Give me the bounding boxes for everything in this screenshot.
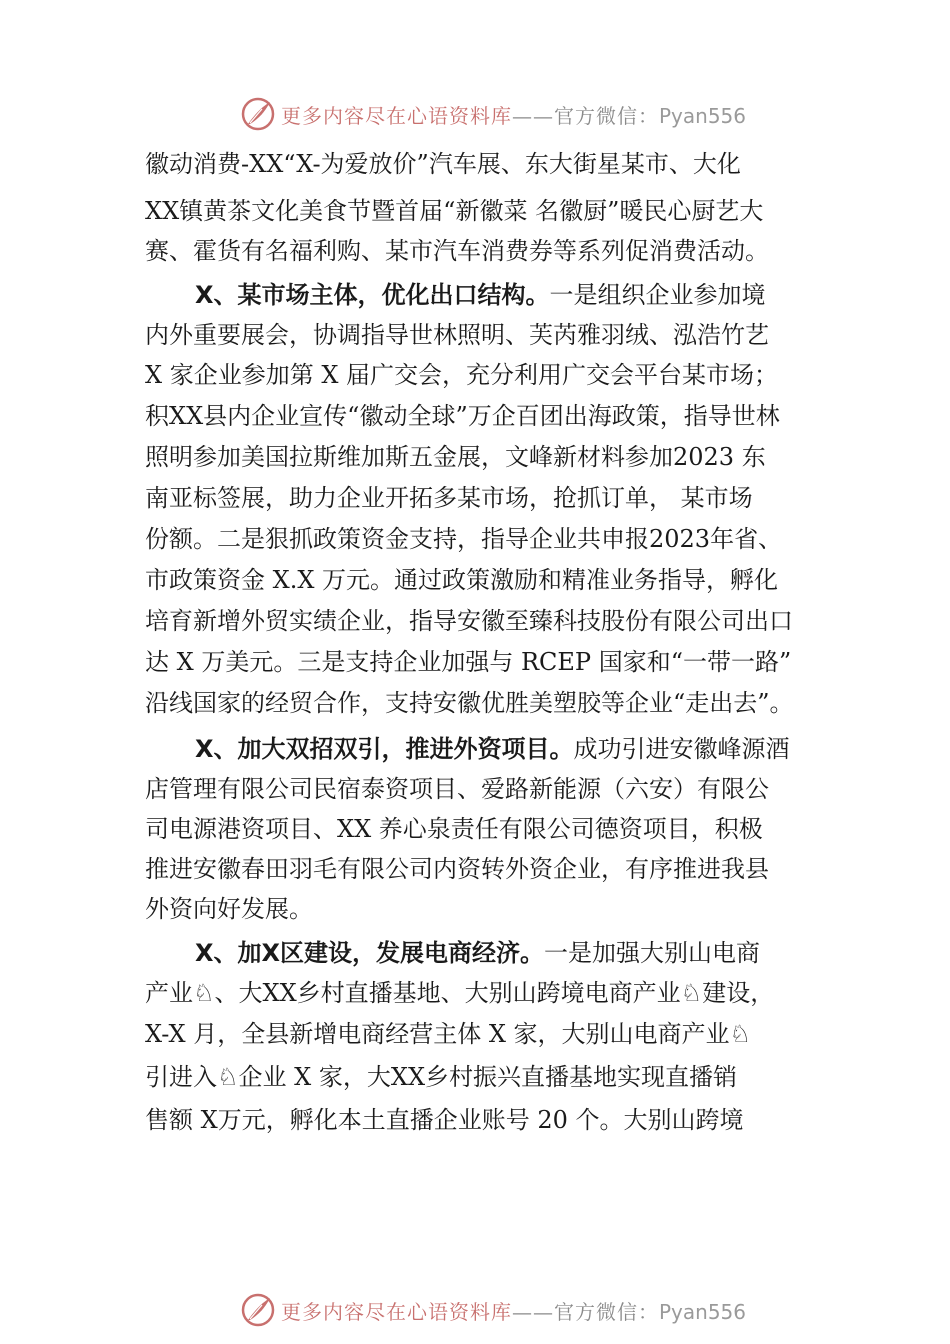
section-heading: X、加X区建设，发展电商经济。 (195, 939, 545, 967)
text-line: 产业♘、大XX乡村直播基地、大别山跨境电商产业♘建设， (145, 979, 775, 1007)
watermark-label: 官方微信： (554, 1300, 659, 1324)
watermark-account: Pyan556 (659, 104, 747, 128)
text-line: 司电源港资项目、XX 养心泉责任有限公司德资项目，积极 (145, 815, 763, 843)
section-heading: X、某市场主体，优化出口结构。 (195, 281, 550, 309)
text-line: 一是加强大别山电商 (544, 939, 761, 967)
text-line: 赛、霍货有名福利购、某市汽车消费券等系列促消费活动。 (145, 237, 769, 265)
text-line: 市政策资金 X.X 万元。通过政策激励和精准业务指导，孵化 (145, 566, 779, 594)
text-line: 推进安徽春田羽毛有限公司内资转外资企业，有序推进我县 (145, 855, 769, 883)
paragraph-first-line (195, 280, 766, 310)
text-line: 店管理有限公司民宿泰资项目、爱路新能源（六安）有限公 (145, 775, 769, 803)
text-line: 南亚标签展，助力企业开拓多某市场，抢抓订单， 某市场 (145, 484, 753, 512)
paragraph-first-line (195, 734, 790, 764)
text-line: 徽动消费-XX“X-为爱放价”汽车展、东大街星某市、大化 (145, 150, 741, 178)
text-line: 培育新增外贸实绩企业，指导安徽至臻科技股份有限公司出口 (145, 607, 793, 635)
text-line: 达 X 万美元。三是支持企业加强与 RCEP 国家和“一带一路” (145, 648, 792, 676)
watermark-label: 官方微信： (554, 104, 659, 128)
text-line: 沿线国家的经贸合作，支持安徽优胜美塑胶等企业“走出去”。 (145, 689, 794, 717)
text-line: 一是组织企业参加境 (549, 281, 766, 309)
footer-watermark (0, 1290, 950, 1330)
quill-logo-icon (240, 1292, 276, 1328)
section-heading: X、加大双招双引，推进外资项目。 (195, 735, 574, 763)
text-line: X-X 月，全县新增电商经营主体 X 家，大别山电商产业♘ (145, 1020, 752, 1048)
text-line: 照明参加美国拉斯维加斯五金展，文峰新材料参加2023 东 (145, 443, 766, 471)
paragraph-first-line (195, 938, 760, 968)
watermark-main: 更多内容尽在心语资料库 (281, 1300, 512, 1324)
watermark-account: Pyan556 (659, 1300, 747, 1324)
watermark-dash: —— (512, 1300, 554, 1324)
text-line: XX镇黄茶文化美食节暨首届“新徽菜 名徽厨”暖民心厨艺大 (145, 197, 764, 225)
text-line: 内外重要展会，协调指导世林照明、芙芮雅羽绒、泓浩竹艺 (145, 321, 769, 349)
quill-logo-icon (240, 96, 276, 132)
text-line: X 家企业参加第 X 届广交会，充分利用广交会平台某市场； (145, 361, 779, 389)
text-line: 份额。二是狠抓政策资金支持，指导企业共申报2023年省、 (145, 525, 783, 553)
text-line: 引进入♘企业 X 家，大XX乡村振兴直播基地实现直播销 (145, 1063, 738, 1091)
watermark-main: 更多内容尽在心语资料库 (281, 104, 512, 128)
watermark-dash: —— (512, 104, 554, 128)
text-line: 外资向好发展。 (145, 895, 313, 923)
text-line: 积XX县内企业宣传“徽动全球”万企百团出海政策，指导世林 (145, 402, 780, 430)
text-line: 售额 X万元，孵化本土直播企业账号 20 个。大别山跨境 (145, 1106, 744, 1134)
header-watermark (0, 94, 950, 134)
text-line: 成功引进安徽峰源酒 (573, 735, 790, 763)
